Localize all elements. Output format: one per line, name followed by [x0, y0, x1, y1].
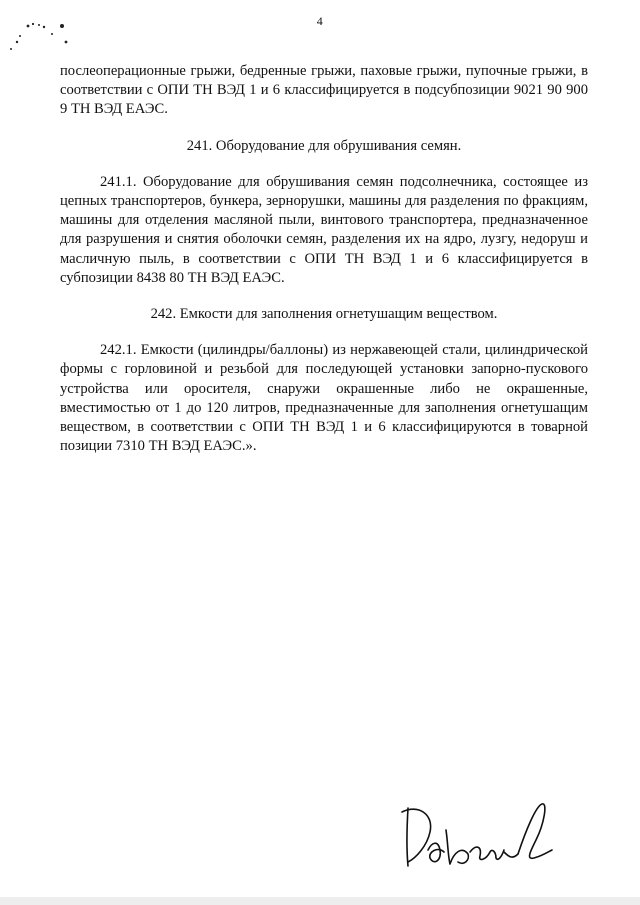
- paragraph-242-1: 242.1. Емкости (цилиндры/баллоны) из нержавеющей стали, цилиндрической формы с горловиной и резьбой для последующей установки запорно-пускового устройства или оросителя, снаружи окрашенные либо не окрашенные, вместимостью от 1 до 120 литров, предназначенные для заполнения огнетушащим веществом, в соответствии с ОПИ ТН ВЭД 1 и 6 классифицируются в товарной позиции 7310 ТН ВЭД ЕАЭС.».: [60, 342, 588, 455]
- section-heading-242: 242. Емкости для заполнения огнетушащим веществом.: [150, 306, 498, 323]
- page-number: 4: [316, 14, 324, 28]
- section-heading-241: 241. Оборудование для обрушивания семян.: [186, 137, 462, 154]
- document-body: [60, 62, 588, 456]
- handwritten-signature: [398, 800, 558, 872]
- paragraph-continuation: послеоперационные грыжи, бедренные грыжи, паховые грыжи, пупочные грыжи, в соответствии с ОПИ ТН ВЭД 1 и 6 классифицируется в подсубпозиции 9021 90 900 9 ТН ВЭД ЕАЭС.: [60, 63, 588, 118]
- scan-bottom-edge: [0, 897, 640, 905]
- paragraph-241-1: 241.1. Оборудование для обрушивания семян подсолнечника, состоящее из цепных транспортеров, бункера, зернорушки, машины для разделения по фракциям, машины для отделения масляной пыли, винтового транспортера, предназначенное для разрушения и снятия оболочки семян, разделения их на ядро, лузгу, недоруш и масличную пыль, в соответствии с ОПИ ТН ВЭД 1 и 6 классифицируется в субпозиции 8438 80 ТН ВЭД ЕАЭС.: [60, 173, 588, 286]
